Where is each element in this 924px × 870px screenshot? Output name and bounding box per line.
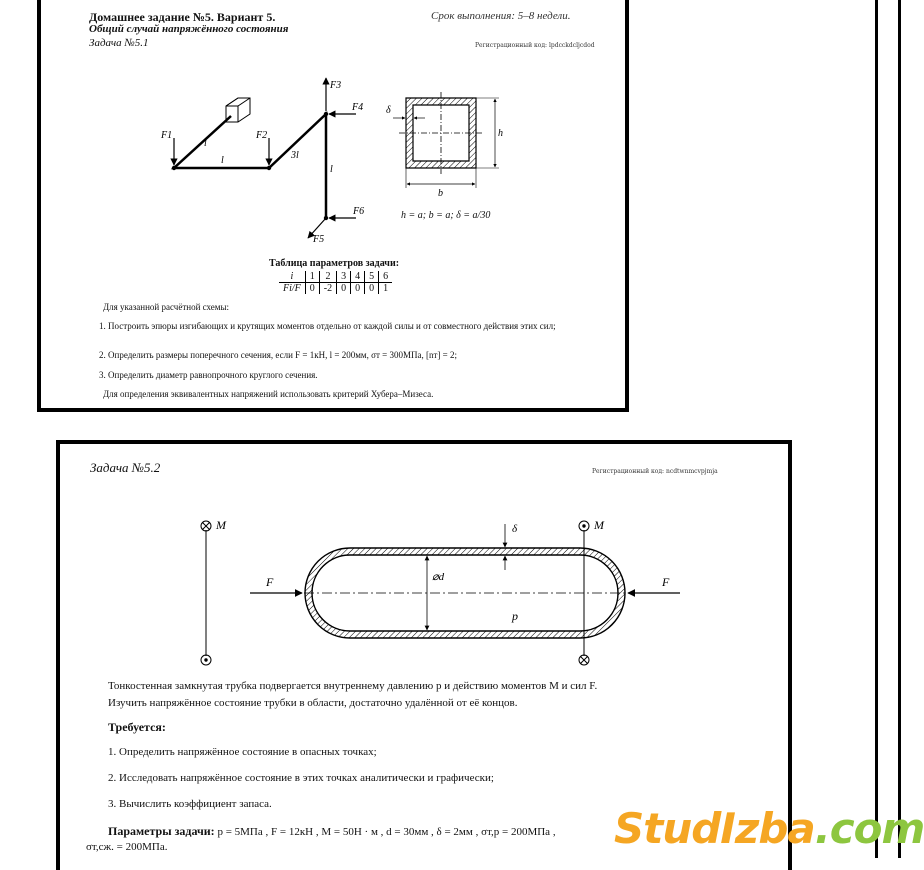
table-cell: 0 [305, 283, 319, 295]
viewer-separator-line [875, 0, 878, 858]
thickness-label: δ [386, 105, 391, 116]
table-caption: Таблица параметров задачи: [269, 258, 400, 269]
moment-symbol-bottom-left [201, 655, 211, 665]
parameters-line-2: σт,сж. = 200МПа. [86, 841, 168, 853]
length-label: l [221, 155, 224, 166]
list-item: 1. Построить эпюры изгибающих и крутящих моментов отдельно от каждой силы и от совместного действия этих сил; [99, 321, 556, 331]
parameters-table [279, 271, 392, 294]
parameters-label: Параметры задачи: [108, 824, 215, 838]
diameter-label: ⌀d [432, 571, 445, 583]
table-cell: 0 [365, 283, 379, 295]
task-label: Задача №5.1 [89, 37, 149, 49]
table-cell: 4 [351, 271, 365, 283]
list-item: 3. Определить диаметр равнопрочного круглого сечения. [99, 370, 318, 380]
section-height-label: h [498, 128, 503, 139]
list-item: 2. Исследовать напряжённое состояние в этих точках аналитически и графически; [108, 772, 494, 784]
row-label: Fi/F [283, 283, 301, 294]
list-item: 1. Определить напряжённое состояние в опасных точках; [108, 746, 377, 758]
moment-label-right: M [594, 518, 604, 532]
table-cell: -2 [319, 283, 336, 295]
moment-symbol-top-left [201, 521, 211, 531]
table-row [279, 271, 392, 283]
length-label: 3l [291, 150, 299, 161]
row-label: i [279, 271, 305, 283]
f2-label: F2 [256, 130, 268, 141]
homework-title: Домашнее задание №5. Вариант 5. [89, 10, 276, 24]
watermark-part: Izba [720, 804, 815, 853]
table-cell: 0 [351, 283, 365, 295]
f5-label: F5 [313, 234, 325, 245]
thickness-label: δ [512, 523, 518, 535]
table-cell: 3 [337, 271, 351, 283]
f6-label: F6 [353, 206, 365, 217]
length-label: l [204, 138, 207, 149]
registration-code: Регистрационный код: ncdtwnmcvpjmja [592, 468, 718, 475]
list-item: 3. Вычислить коэффициент запаса. [108, 798, 272, 810]
length-label: l [330, 164, 333, 175]
list-item: 2. Определить размеры поперечного сечения, если F = 1кН, l = 200мм, σт = 300МПа, [nт] = 2; [99, 350, 457, 360]
table-cell: 1 [305, 271, 319, 283]
problem-text: Тонкостенная замкнутая трубка подвергается внутреннему давлению p и действию моментов M и сил F. [108, 680, 598, 692]
parameters-values: p = 5МПа , F = 12кН , M = 50Н · м , d = 30мм , δ = 2мм , σт,р = 200МПа , [217, 826, 556, 838]
f3-label: F3 [330, 80, 342, 91]
force-label-left: F [266, 575, 274, 589]
f4-label: F4 [352, 102, 364, 113]
table-cell: 0 [337, 283, 351, 295]
table-cell: 5 [365, 271, 379, 283]
table-cell: 2 [319, 271, 336, 283]
table-cell: 6 [379, 271, 393, 283]
force-label-right: F [662, 575, 670, 589]
footer-text: Для определения эквивалентных напряжений использовать критерий Хубера–Мизеса. [103, 389, 434, 399]
problem-text: Изучить напряжённое состояние трубки в области, достаточно удалённой от её концов. [108, 697, 518, 709]
viewer-separator-line [898, 0, 901, 858]
moment-label-left: M [216, 518, 226, 532]
section-relation: h = a; b = a; δ = a/30 [401, 210, 491, 221]
moment-symbol-bottom-right [579, 655, 589, 665]
watermark-part: Stud [614, 804, 721, 853]
registration-code: Регистрационный код: lpdcckdcljcdod [475, 42, 595, 49]
f1-label: F1 [161, 130, 173, 141]
pressure-label: p [512, 609, 518, 623]
required-heading: Требуется: [108, 720, 166, 734]
deadline-text: Срок выполнения: 5–8 недели. [431, 10, 571, 22]
cross-section-diagram [381, 88, 521, 218]
table-cell: 1 [379, 283, 393, 295]
tube-diagram [190, 508, 670, 668]
task-label: Задача №5.2 [90, 460, 161, 475]
document-page-1 [37, 0, 629, 412]
parameters-line [108, 824, 556, 839]
studizba-watermark [614, 804, 924, 853]
moment-symbol-top-right [579, 521, 589, 531]
intro-text: Для указанной расчётной схемы: [103, 302, 230, 312]
frame-diagram [141, 66, 411, 256]
section-width-label: b [438, 188, 443, 199]
table-row [279, 283, 392, 295]
homework-subtitle: Общий случай напряжённого состояния [89, 23, 289, 35]
frame-members [174, 114, 326, 218]
watermark-part: .com [814, 804, 924, 853]
